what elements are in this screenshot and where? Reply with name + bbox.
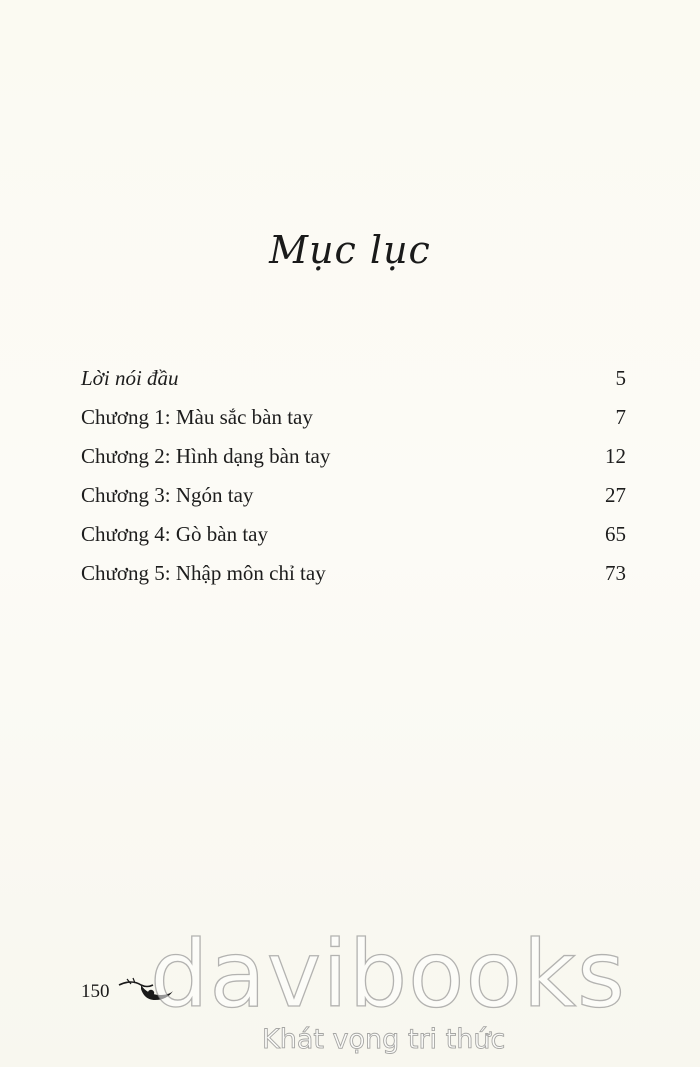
toc-entry-page: 7	[615, 405, 626, 429]
toc-entry	[81, 522, 626, 561]
page-title: Mục lục	[269, 228, 431, 272]
toc-entry	[81, 366, 626, 405]
watermark-tagline: Khát vọng tri thức	[262, 1024, 506, 1055]
toc-entry-page: 65	[605, 522, 626, 546]
toc-entry	[81, 405, 626, 444]
toc-entry	[81, 444, 626, 483]
table-of-contents	[81, 366, 626, 600]
toc-entry-page: 73	[605, 561, 626, 585]
toc-entry-title: Lời nói đầu	[81, 366, 179, 390]
toc-entry-title: Chương 5: Nhập môn chỉ tay	[81, 561, 326, 585]
toc-entry	[81, 483, 626, 522]
watermark-logo: davibooks	[150, 921, 626, 1028]
toc-entry-page: 27	[605, 483, 626, 507]
toc-entry-title: Chương 1: Màu sắc bàn tay	[81, 405, 313, 429]
toc-entry-title: Chương 2: Hình dạng bàn tay	[81, 444, 331, 468]
toc-entry-page: 12	[605, 444, 626, 468]
toc-entry	[81, 561, 626, 600]
toc-entry-page: 5	[615, 366, 626, 390]
toc-entry-title: Chương 3: Ngón tay	[81, 483, 254, 507]
page-number: 150	[81, 981, 110, 1002]
toc-entry-title: Chương 4: Gò bàn tay	[81, 522, 268, 546]
